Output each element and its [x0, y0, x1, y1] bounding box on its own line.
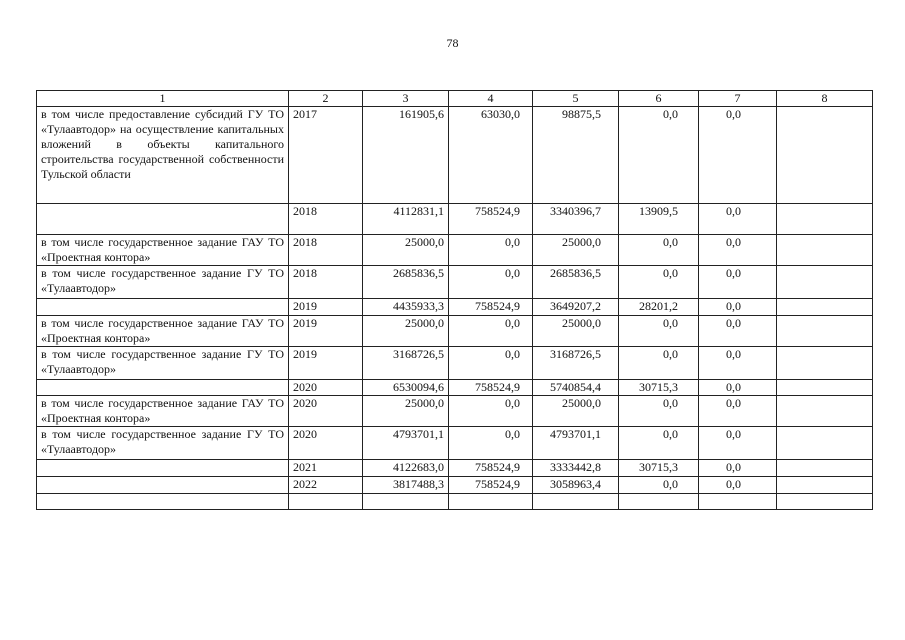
note-cell	[777, 316, 873, 347]
extrabudgetary-cell: 0,0	[699, 396, 777, 427]
extrabudgetary-cell: 0,0	[699, 380, 777, 396]
table-row	[37, 460, 873, 477]
header-cell: 7	[699, 91, 777, 107]
extrabudgetary-cell	[699, 494, 777, 510]
federal-budget-cell: 0,0	[449, 316, 533, 347]
note-cell	[777, 494, 873, 510]
table-row	[37, 107, 873, 204]
year-cell: 2019	[289, 316, 363, 347]
header-cell: 5	[533, 91, 619, 107]
total-cell	[363, 494, 449, 510]
federal-budget-cell: 758524,9	[449, 380, 533, 396]
federal-budget-cell: 0,0	[449, 347, 533, 380]
description-cell: в том числе государственное задание ГУ ТО «Тулаавтодор»	[37, 427, 289, 460]
federal-budget-cell: 0,0	[449, 427, 533, 460]
header-cell: 3	[363, 91, 449, 107]
local-budget-cell: 30715,3	[619, 380, 699, 396]
table-row	[37, 380, 873, 396]
note-cell	[777, 266, 873, 299]
table-body	[37, 91, 873, 510]
local-budget-cell: 0,0	[619, 107, 699, 204]
note-cell	[777, 460, 873, 477]
year-cell: 2020	[289, 427, 363, 460]
local-budget-cell: 0,0	[619, 477, 699, 494]
regional-budget-cell: 5740854,4	[533, 380, 619, 396]
header-cell: 4	[449, 91, 533, 107]
total-cell: 25000,0	[363, 235, 449, 266]
regional-budget-cell: 2685836,5	[533, 266, 619, 299]
header-row	[37, 91, 873, 107]
local-budget-cell: 0,0	[619, 347, 699, 380]
description-cell	[37, 299, 289, 316]
total-cell: 6530094,6	[363, 380, 449, 396]
local-budget-cell: 0,0	[619, 396, 699, 427]
regional-budget-cell: 3333442,8	[533, 460, 619, 477]
table-row	[37, 396, 873, 427]
year-cell: 2020	[289, 396, 363, 427]
federal-budget-cell: 758524,9	[449, 460, 533, 477]
table-row	[37, 427, 873, 460]
regional-budget-cell	[533, 494, 619, 510]
total-cell: 4112831,1	[363, 204, 449, 235]
year-cell: 2017	[289, 107, 363, 204]
budget-table	[36, 90, 873, 510]
year-cell: 2019	[289, 299, 363, 316]
extrabudgetary-cell: 0,0	[699, 204, 777, 235]
year-cell: 2018	[289, 266, 363, 299]
regional-budget-cell: 25000,0	[533, 396, 619, 427]
total-cell: 4793701,1	[363, 427, 449, 460]
federal-budget-cell: 758524,9	[449, 299, 533, 316]
extrabudgetary-cell: 0,0	[699, 460, 777, 477]
description-cell	[37, 494, 289, 510]
federal-budget-cell: 0,0	[449, 396, 533, 427]
federal-budget-cell: 0,0	[449, 266, 533, 299]
extrabudgetary-cell: 0,0	[699, 235, 777, 266]
table-row	[37, 494, 873, 510]
local-budget-cell: 30715,3	[619, 460, 699, 477]
total-cell: 2685836,5	[363, 266, 449, 299]
extrabudgetary-cell: 0,0	[699, 347, 777, 380]
note-cell	[777, 235, 873, 266]
extrabudgetary-cell: 0,0	[699, 266, 777, 299]
page-number: 78	[446, 36, 459, 50]
header-cell: 1	[37, 91, 289, 107]
year-cell: 2019	[289, 347, 363, 380]
extrabudgetary-cell: 0,0	[699, 477, 777, 494]
description-cell: в том числе государственное задание ГУ ТО «Тулаавтодор»	[37, 347, 289, 380]
regional-budget-cell: 3058963,4	[533, 477, 619, 494]
table-row	[37, 204, 873, 235]
extrabudgetary-cell: 0,0	[699, 299, 777, 316]
extrabudgetary-cell: 0,0	[699, 427, 777, 460]
table-row	[37, 299, 873, 316]
regional-budget-cell: 3168726,5	[533, 347, 619, 380]
local-budget-cell	[619, 494, 699, 510]
year-cell: 2021	[289, 460, 363, 477]
local-budget-cell: 0,0	[619, 266, 699, 299]
total-cell: 3168726,5	[363, 347, 449, 380]
federal-budget-cell: 758524,9	[449, 204, 533, 235]
note-cell	[777, 427, 873, 460]
local-budget-cell: 0,0	[619, 316, 699, 347]
regional-budget-cell: 3649207,2	[533, 299, 619, 316]
note-cell	[777, 299, 873, 316]
year-cell	[289, 494, 363, 510]
total-cell: 4435933,3	[363, 299, 449, 316]
regional-budget-cell: 25000,0	[533, 316, 619, 347]
regional-budget-cell: 3340396,7	[533, 204, 619, 235]
total-cell: 25000,0	[363, 396, 449, 427]
description-cell: в том числе государственное задание ГАУ ТО «Проектная контора»	[37, 316, 289, 347]
year-cell: 2020	[289, 380, 363, 396]
table-row	[37, 316, 873, 347]
local-budget-cell: 0,0	[619, 427, 699, 460]
federal-budget-cell	[449, 494, 533, 510]
total-cell: 25000,0	[363, 316, 449, 347]
year-cell: 2018	[289, 235, 363, 266]
extrabudgetary-cell: 0,0	[699, 316, 777, 347]
regional-budget-cell: 98875,5	[533, 107, 619, 204]
description-cell: в том числе государственное задание ГУ ТО «Тулаавтодор»	[37, 266, 289, 299]
total-cell: 3817488,3	[363, 477, 449, 494]
total-cell: 161905,6	[363, 107, 449, 204]
note-cell	[777, 477, 873, 494]
header-cell: 2	[289, 91, 363, 107]
table-row	[37, 266, 873, 299]
description-cell	[37, 204, 289, 235]
description-cell: в том числе государственное задание ГАУ ТО «Проектная контора»	[37, 396, 289, 427]
extrabudgetary-cell: 0,0	[699, 107, 777, 204]
description-cell	[37, 460, 289, 477]
table-row	[37, 347, 873, 380]
header-cell: 6	[619, 91, 699, 107]
regional-budget-cell: 4793701,1	[533, 427, 619, 460]
note-cell	[777, 347, 873, 380]
note-cell	[777, 204, 873, 235]
regional-budget-cell: 25000,0	[533, 235, 619, 266]
year-cell: 2018	[289, 204, 363, 235]
note-cell	[777, 396, 873, 427]
description-cell	[37, 477, 289, 494]
description-cell: в том числе предоставление субсидий ГУ ТО «Тулаавтодор» на осуществление капитальных вложений в объекты капитального строительства государственной собственности Тульской области	[37, 107, 289, 204]
local-budget-cell: 28201,2	[619, 299, 699, 316]
note-cell	[777, 380, 873, 396]
federal-budget-cell: 0,0	[449, 235, 533, 266]
table-row	[37, 477, 873, 494]
header-cell: 8	[777, 91, 873, 107]
local-budget-cell: 0,0	[619, 235, 699, 266]
local-budget-cell: 13909,5	[619, 204, 699, 235]
federal-budget-cell: 63030,0	[449, 107, 533, 204]
year-cell: 2022	[289, 477, 363, 494]
total-cell: 4122683,0	[363, 460, 449, 477]
federal-budget-cell: 758524,9	[449, 477, 533, 494]
description-cell	[37, 380, 289, 396]
table-row	[37, 235, 873, 266]
description-cell: в том числе государственное задание ГАУ ТО «Проектная контора»	[37, 235, 289, 266]
note-cell	[777, 107, 873, 204]
